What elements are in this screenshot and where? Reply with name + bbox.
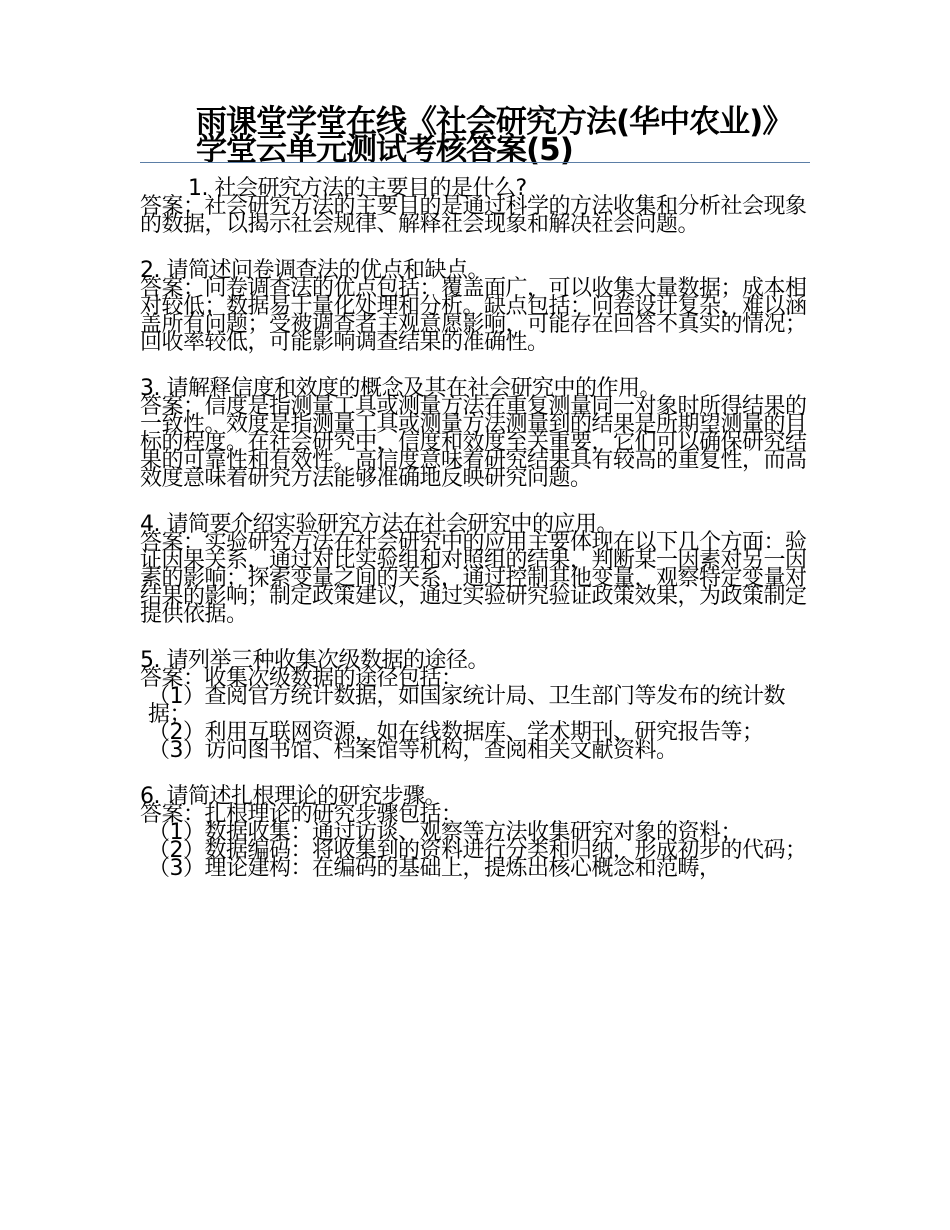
answer-text: 答案：社会研究方法的主要目的是通过科学的方法收集和分析社会现象的数据，以揭示社会规律、解释社会现象和解决社会问题。 (140, 194, 807, 237)
qa-block-1 (140, 176, 815, 237)
question-text: 3. 请解释信度和效度的概念及其在社会研究中的作用。 (140, 376, 661, 401)
qa-block-5 (140, 648, 815, 763)
question-text: 2. 请简述问卷调查法的优点和缺点。 (140, 258, 489, 283)
answer-text: 答案：扎根理论的研究步骤包括： (140, 802, 463, 827)
page-title: 雨课堂学堂在线《社会研究方法(华中农业)》学堂云单元测试考核答案(5) (196, 104, 793, 168)
qa-block-4 (140, 512, 815, 627)
answer-list-item: （2）利用互联网资源，如在线数据库、学术期刊、研究报告等； (148, 720, 764, 745)
answer-list-item: （3）访问图书馆、档案馆等机构，查阅相关文献资料。 (148, 738, 678, 763)
qa-block-6 (140, 784, 815, 881)
qa-block-2 (140, 258, 815, 355)
answer-list-item: （1）查阅官方统计数据，如国家统计局、卫生部门等发布的统计数据； (148, 684, 785, 727)
question-text: 4. 请简要介绍实验研究方法在社会研究中的应用。 (140, 512, 618, 537)
title-divider (140, 162, 810, 163)
answer-text: 答案：信度是指测量工具或测量方法在重复测量同一对象时所得结果的一致性。效度是指测量工具或测量方法测量到的结果是所期望测量的目标的程度。在社会研究中，信度和效度至关重要，它们可以确保研究结果的可靠性和有效性。高信度意味着研究结果具有较高的重复性，而高效度意味着研究方法能够准确地反映研究问题。 (140, 394, 807, 491)
answer-text: 答案：实验研究方法在社会研究中的应用主要体现在以下几个方面：验证因果关系，通过对比实验组和对照组的结果，判断某一因素对另一因素的影响；探索变量之间的关系，通过控制其他变量，观察特定变量对结果的影响；制定政策建议，通过实验研究验证政策效果，为政策制定提供依据。 (140, 530, 807, 627)
answer-text: 答案：问卷调查法的优点包括：覆盖面广，可以收集大量数据；成本相对较低；数据易于量化处理和分析。缺点包括：问卷设计复杂，难以涵盖所有问题；受被调查者主观意愿影响，可能存在回答不真实的情况；回收率较低，可能影响调查结果的准确性。 (140, 276, 807, 355)
question-text: 5. 请列举三种收集次级数据的途径。 (140, 648, 489, 673)
qa-block-3 (140, 376, 815, 491)
question-text: 1. 社会研究方法的主要目的是什么? (188, 176, 527, 201)
answer-list-item: （2）数据编码：将收集到的资料进行分类和归纳，形成初步的代码； (148, 838, 807, 863)
answer-list-item: （1）数据收集：通过访谈、观察等方法收集研究对象的资料； (148, 820, 742, 845)
document-body (140, 176, 815, 906)
answer-list-item: （3）理论建构：在编码的基础上，提炼出核心概念和范畴， (148, 856, 721, 881)
question-text: 6. 请简述扎根理论的研究步骤。 (140, 784, 446, 809)
answer-text: 答案：收集次级数据的途径包括： (140, 666, 463, 691)
